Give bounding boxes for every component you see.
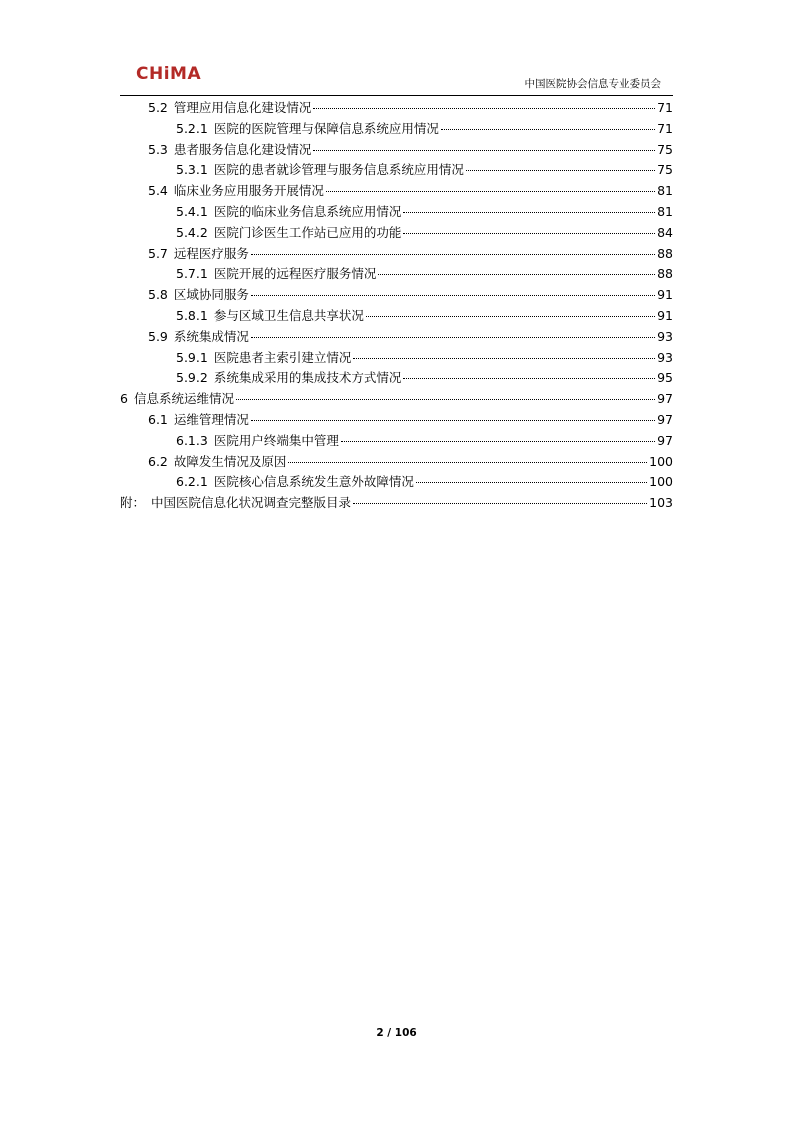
toc-entry[interactable] bbox=[120, 348, 673, 369]
toc-title: 医院的医院管理与保障信息系统应用情况 bbox=[213, 120, 439, 136]
toc-title: 临床业务应用服务开展情况 bbox=[173, 183, 324, 199]
toc-page-number: 97 bbox=[657, 411, 673, 427]
toc-number: 5.3.1 bbox=[176, 162, 208, 178]
toc-number: 5.4.2 bbox=[176, 224, 208, 240]
toc-page-number: 103 bbox=[649, 495, 673, 511]
toc-page-number: 84 bbox=[657, 224, 673, 240]
toc-title: 系统集成情况 bbox=[173, 328, 249, 344]
toc-leader bbox=[236, 399, 655, 400]
toc-page-number: 81 bbox=[657, 203, 673, 219]
toc-entry[interactable] bbox=[120, 368, 673, 389]
toc-page-number: 71 bbox=[657, 100, 673, 115]
toc-page-number: 75 bbox=[657, 141, 673, 157]
toc-number: 6.1.3 bbox=[176, 432, 208, 448]
toc-title: 患者服务信息化建设情况 bbox=[173, 141, 312, 157]
toc-number: 5.2.1 bbox=[176, 120, 208, 136]
header-organization: 中国医院协会信息专业委员会 bbox=[524, 78, 661, 90]
toc-page-number: 97 bbox=[657, 432, 673, 448]
toc-leader bbox=[251, 295, 655, 296]
toc-page-number: 88 bbox=[657, 266, 673, 282]
header-divider bbox=[120, 95, 673, 96]
toc-title: 远程医疗服务 bbox=[173, 245, 249, 261]
toc-number: 5.9.1 bbox=[176, 349, 208, 365]
toc-leader bbox=[313, 150, 655, 151]
toc-title: 医院的患者就诊管理与服务信息系统应用情况 bbox=[213, 162, 464, 178]
toc-entry[interactable] bbox=[120, 223, 673, 244]
toc-leader bbox=[416, 482, 647, 483]
toc-title: 运维管理情况 bbox=[173, 411, 249, 427]
toc-leader bbox=[288, 462, 647, 463]
toc-page-number: 93 bbox=[657, 349, 673, 365]
toc-page-number: 88 bbox=[657, 245, 673, 261]
toc-leader bbox=[403, 212, 655, 213]
toc-entry[interactable] bbox=[120, 244, 673, 265]
toc-number: 5.4.1 bbox=[176, 203, 208, 219]
toc-entry[interactable] bbox=[120, 306, 673, 327]
toc-page-number: 91 bbox=[657, 307, 673, 323]
toc-entry[interactable] bbox=[120, 431, 673, 452]
page-indicator: 2 / 106 bbox=[376, 1027, 417, 1039]
toc-page-number: 100 bbox=[649, 453, 673, 469]
toc-title: 故障发生情况及原因 bbox=[173, 453, 287, 469]
toc-title: 中国医院信息化状况调查完整版目录 bbox=[151, 495, 352, 511]
toc-title: 医院用户终端集中管理 bbox=[213, 432, 339, 448]
toc-number: 5.7 bbox=[148, 245, 168, 261]
toc-number: 5.8.1 bbox=[176, 307, 208, 323]
toc-entry[interactable] bbox=[120, 264, 673, 285]
toc-leader bbox=[251, 420, 655, 421]
toc-number: 附： bbox=[120, 495, 146, 511]
toc-title: 医院核心信息系统发生意外故障情况 bbox=[213, 474, 414, 490]
toc-entry[interactable] bbox=[120, 160, 673, 181]
table-of-contents bbox=[120, 98, 673, 514]
toc-page-number: 71 bbox=[657, 120, 673, 136]
toc-leader bbox=[251, 337, 655, 338]
toc-entry[interactable] bbox=[120, 493, 673, 514]
toc-page-number: 93 bbox=[657, 328, 673, 344]
toc-title: 管理应用信息化建设情况 bbox=[173, 100, 312, 115]
toc-title: 区域协同服务 bbox=[173, 287, 249, 303]
chima-logo: CHiMA bbox=[136, 64, 202, 84]
toc-number: 6.2 bbox=[148, 453, 168, 469]
toc-number: 6.2.1 bbox=[176, 474, 208, 490]
toc-entry[interactable] bbox=[120, 389, 673, 410]
toc-page-number: 97 bbox=[657, 391, 673, 407]
toc-leader bbox=[366, 316, 655, 317]
toc-leader bbox=[378, 274, 655, 275]
toc-number: 6.1 bbox=[148, 411, 168, 427]
toc-entry[interactable] bbox=[120, 119, 673, 140]
toc-leader bbox=[403, 233, 655, 234]
toc-leader bbox=[341, 441, 655, 442]
toc-page-number: 81 bbox=[657, 183, 673, 199]
toc-page-number: 75 bbox=[657, 162, 673, 178]
toc-leader bbox=[251, 254, 655, 255]
toc-title: 医院的临床业务信息系统应用情况 bbox=[213, 203, 402, 219]
toc-entry[interactable] bbox=[120, 140, 673, 161]
toc-entry[interactable] bbox=[120, 327, 673, 348]
toc-number: 5.9.2 bbox=[176, 370, 208, 386]
toc-entry[interactable] bbox=[120, 181, 673, 202]
toc-entry[interactable] bbox=[120, 285, 673, 306]
toc-number: 5.7.1 bbox=[176, 266, 208, 282]
toc-number: 5.9 bbox=[148, 328, 168, 344]
toc-number: 5.2 bbox=[148, 100, 168, 115]
toc-number: 5.4 bbox=[148, 183, 168, 199]
toc-page-number: 95 bbox=[657, 370, 673, 386]
toc-title: 医院门诊医生工作站已应用的功能 bbox=[213, 224, 402, 240]
toc-leader bbox=[403, 378, 655, 379]
toc-title: 医院开展的远程医疗服务情况 bbox=[213, 266, 377, 282]
toc-entry[interactable] bbox=[120, 202, 673, 223]
toc-number: 5.3 bbox=[148, 141, 168, 157]
toc-page-number: 100 bbox=[649, 474, 673, 490]
toc-leader bbox=[353, 358, 655, 359]
toc-page-number: 91 bbox=[657, 287, 673, 303]
toc-leader bbox=[441, 129, 655, 130]
toc-title: 参与区域卫生信息共享状况 bbox=[213, 307, 364, 323]
toc-title: 信息系统运维情况 bbox=[133, 391, 234, 407]
toc-title: 系统集成采用的集成技术方式情况 bbox=[213, 370, 402, 386]
toc-entry[interactable] bbox=[120, 452, 673, 473]
toc-leader bbox=[466, 170, 655, 171]
toc-title: 医院患者主索引建立情况 bbox=[213, 349, 352, 365]
toc-number: 6 bbox=[120, 391, 128, 407]
toc-entry[interactable] bbox=[120, 472, 673, 493]
toc-leader bbox=[353, 503, 647, 504]
toc-leader bbox=[326, 191, 655, 192]
toc-number: 5.8 bbox=[148, 287, 168, 303]
toc-entry[interactable] bbox=[120, 98, 673, 119]
toc-entry[interactable] bbox=[120, 410, 673, 431]
toc-leader bbox=[313, 108, 655, 109]
